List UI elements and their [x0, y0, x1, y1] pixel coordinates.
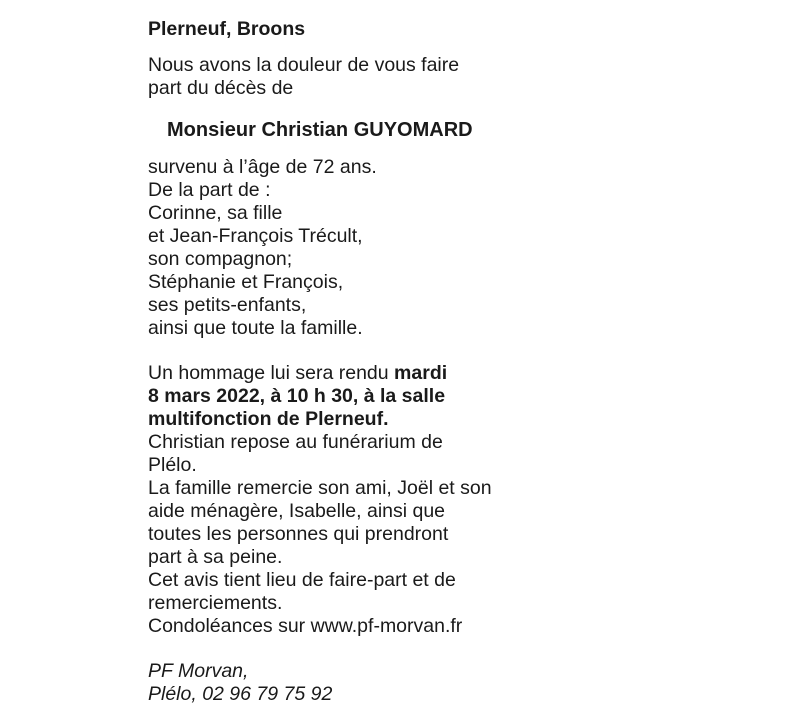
family-line: et Jean-François Trécult, [148, 225, 363, 247]
intro-line: part du décès de [148, 77, 294, 99]
tribute-place: multifonction de Plerneuf. [148, 408, 389, 430]
details-block [148, 431, 748, 638]
intro-line: Nous avons la douleur de vous faire [148, 54, 460, 76]
deceased-name: Monsieur Christian GUYOMARD [167, 119, 473, 141]
details-line: La famille remercie son ami, Joël et son [148, 477, 492, 499]
details-line: toutes les personnes qui prendront [148, 523, 449, 545]
tribute-block [148, 362, 748, 431]
family-line: son compagnon; [148, 248, 293, 270]
details-line: part à sa peine. [148, 546, 283, 568]
family-list [148, 156, 748, 340]
details-line: Cet avis tient lieu de faire-part et de [148, 569, 456, 591]
family-line: ses petits-enfants, [148, 294, 307, 316]
family-line: De la part de : [148, 179, 271, 201]
tribute-date: 8 mars 2022, à 10 h 30, à la salle [148, 385, 446, 407]
family-line: survenu à l’âge de 72 ans. [148, 156, 377, 178]
funeral-home-name: PF Morvan, [148, 660, 249, 682]
obituary-notice [148, 0, 748, 706]
tribute-line [148, 362, 748, 385]
tribute-day: mardi [394, 362, 448, 384]
details-line: Christian repose au funérarium de [148, 431, 443, 453]
details-line: aide ménagère, Isabelle, ainsi que [148, 500, 446, 522]
condolences-line: Condoléances sur www.pf-morvan.fr [148, 615, 463, 637]
details-line: remerciements. [148, 592, 283, 614]
notice-heading: Plerneuf, Broons [148, 18, 306, 40]
family-line: Corinne, sa fille [148, 202, 283, 224]
paragraph-gap [148, 340, 748, 362]
signature-block [148, 660, 748, 706]
family-line: ainsi que toute la famille. [148, 317, 363, 339]
tribute-prefix: Un hommage lui sera rendu [148, 362, 395, 384]
funeral-home-contact: Plélo, 02 96 79 75 92 [148, 683, 333, 705]
intro-text [148, 54, 748, 100]
details-line: Plélo. [148, 454, 197, 476]
family-line: Stéphanie et François, [148, 271, 344, 293]
